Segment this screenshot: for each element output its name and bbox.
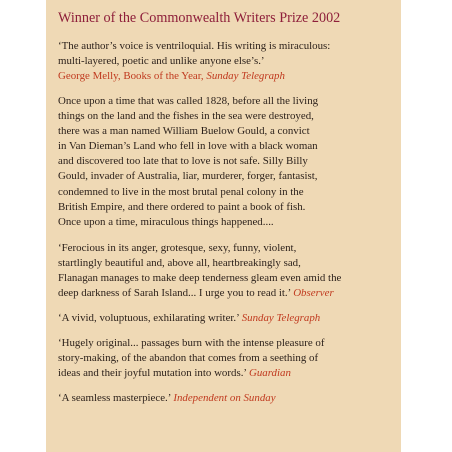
quote-line: ‘The author’s voice is ventriloquial. His writing is miraculous: xyxy=(58,40,331,52)
attribution-name: George Melly, Books of the Year, xyxy=(58,70,207,82)
quote-line-last xyxy=(58,286,394,301)
quote-source: Observer xyxy=(293,286,334,299)
blurb-line: in Van Dieman’s Land who fell in love with a black woman xyxy=(58,140,318,153)
award-heading: Winner of the Commonwealth Writers Prize 2002 xyxy=(58,10,341,26)
attribution-publication: Sunday Telegraph xyxy=(206,70,285,82)
quote-line: multi-layered, poetic and unlike anyone else’s.’ xyxy=(58,55,265,67)
quote-line xyxy=(58,311,394,326)
quote-line xyxy=(58,391,394,406)
review-quote-observer xyxy=(58,241,394,301)
review-quote-guardian xyxy=(58,336,394,381)
quote-attribution xyxy=(58,69,394,84)
blurb-line: condemned to live in the most brutal penal colony in the xyxy=(58,185,304,198)
quote-text: ‘A vivid, voluptuous, exhilarating writer.’ xyxy=(58,311,242,324)
review-quote-telegraph xyxy=(58,311,394,326)
quote-line: Flanagan manages to make deep tenderness gleam even amid the xyxy=(58,271,342,284)
blurb-line: things on the land and the fishes in the sea were destroyed, xyxy=(58,110,314,123)
quote-text: deep darkness of Sarah Island... I urge you to read it.’ xyxy=(58,286,294,299)
quote-text: ideas and their joyful mutation into words.’ xyxy=(58,366,249,379)
quote-line: story-making, of the abandon that comes from a seething of xyxy=(58,351,319,364)
quote-source: Guardian xyxy=(248,366,291,379)
cover-content xyxy=(58,10,394,416)
book-back-cover xyxy=(46,0,401,452)
quote-line: ‘Ferocious in its anger, grotesque, sexy, funny, violent, xyxy=(58,241,297,254)
quote-source: Sunday Telegraph xyxy=(241,311,321,324)
review-quote-independent xyxy=(58,391,394,406)
quote-line-last xyxy=(58,366,394,381)
blurb-line: Once upon a time, miraculous things happened.... xyxy=(58,215,274,228)
quote-line: startlingly beautiful and, above all, heartbreakingly sad, xyxy=(58,256,301,269)
synopsis-blurb xyxy=(58,94,394,230)
quote-text: ‘A seamless masterpiece.’ xyxy=(58,391,174,404)
quote-source: Independent on Sunday xyxy=(173,391,276,404)
quote-line: ‘Hugely original... passages burn with the intense pleasure of xyxy=(58,336,325,349)
blurb-line: Gould, invader of Australia, liar, murderer, forger, fantasist, xyxy=(58,170,318,183)
blurb-line: and discovered too late that to love is not safe. Silly Billy xyxy=(58,155,308,168)
blurb-line: British Empire, and there ordered to paint a book of fish. xyxy=(58,200,306,213)
review-quote-melly xyxy=(58,39,394,84)
blurb-line: Once upon a time that was called 1828, before all the living xyxy=(58,95,319,107)
blurb-line: there was a man named William Buelow Gould, a convict xyxy=(58,125,310,138)
